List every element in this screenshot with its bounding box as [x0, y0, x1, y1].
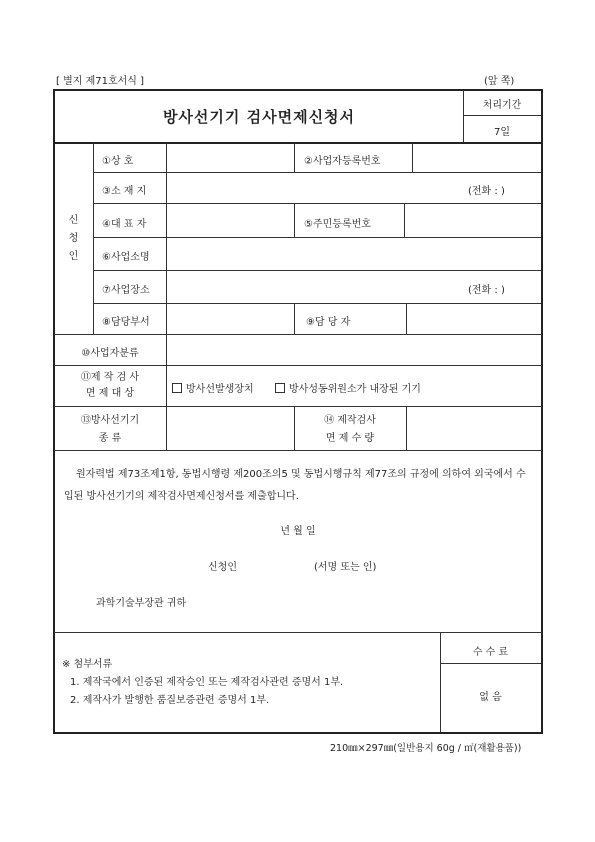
- sign-note: (서명 또는 인): [314, 562, 377, 573]
- exemption-qty-label: ⑭ 제작검사 면 제 수 량: [324, 415, 376, 444]
- checkbox-icon[interactable]: [172, 383, 182, 393]
- representative-label: ④대 표 자: [102, 219, 147, 230]
- exemption-qty-field[interactable]: [408, 408, 540, 449]
- resident-reg-no-label: ⑤주민등록번호: [304, 219, 371, 230]
- business-reg-no-label: ②사업자등록번호: [304, 156, 381, 167]
- address-phone: (전화 : ): [468, 186, 505, 197]
- business-site-name-label: ⑥사업소명: [102, 252, 150, 263]
- attachments-title: ※ 첨부서류: [62, 659, 113, 670]
- table-bottom-border: [53, 732, 543, 734]
- processing-period-label: 처리기간: [482, 100, 522, 111]
- form-number: [ 별지 제71호서식 ]: [56, 76, 145, 87]
- business-reg-no-field[interactable]: [414, 145, 540, 171]
- department-field[interactable]: [168, 305, 294, 333]
- business-class-label: ⑩사업자분류: [81, 348, 139, 359]
- statement-text: 원자력법 제73조제1항, 동법시행령 제200조의5 및 동법시행규칙 제77조의 규정에 의하여 외국에서 수입된 방사선기기의 제작검사면제신청서를 제출합니다.: [64, 469, 526, 502]
- department-label: ⑧담당부서: [102, 317, 150, 328]
- exemption-option-2[interactable]: 방사성동위원소가 내장된 기기: [275, 380, 421, 395]
- trade-name-field[interactable]: [168, 145, 294, 171]
- paper-spec-footer: 210㎜×297㎜(일반용지 60g / ㎡(재활용품)): [330, 743, 522, 754]
- exemption-target-label: ⑪제 작 검 사 면 제 대 상: [80, 372, 140, 399]
- device-type-field[interactable]: [168, 408, 294, 449]
- person-in-charge-label: ⑨담 당 자: [306, 317, 351, 328]
- trade-name-label: ①상 호: [102, 156, 134, 167]
- fee-label: 수 수 료: [472, 647, 509, 658]
- exemption-option-1[interactable]: 방사선발생장치: [172, 380, 254, 395]
- form-title: 방사선기기 검사면제신청서: [162, 108, 356, 126]
- attachment-item-1: 1. 제작국에서 인증된 제작승인 또는 제작검사관련 증명서 1부.: [70, 677, 344, 688]
- fee-value: 없 음: [479, 692, 502, 703]
- person-in-charge-field[interactable]: [408, 305, 540, 333]
- page-side-label: (앞 쪽): [484, 76, 515, 87]
- attachment-item-2: 2. 제작사가 발행한 품질보증관련 증명서 1부.: [70, 695, 270, 706]
- business-class-field[interactable]: [168, 336, 540, 364]
- business-site-name-field[interactable]: [168, 239, 540, 269]
- business-site-phone: (전화 : ): [468, 285, 505, 296]
- device-type-label: ⑬방사선기기 종 류: [80, 415, 140, 444]
- applicant-section-label: 신 청 인: [68, 215, 79, 262]
- processing-period-value: 7일: [493, 127, 511, 138]
- checkbox-icon[interactable]: [275, 383, 285, 393]
- table-right-border: [541, 89, 543, 734]
- table-top-border: [53, 89, 543, 91]
- business-site-label: ⑦사업장소: [102, 285, 150, 296]
- applicant-sign-label: 신청인: [208, 562, 237, 573]
- date-line: 년 월 일: [280, 526, 316, 537]
- representative-field[interactable]: [168, 205, 294, 236]
- address-label: ③소 재 지: [102, 186, 147, 197]
- addressee: 과학기술부장관 귀하: [96, 598, 187, 609]
- resident-reg-no-field[interactable]: [406, 205, 540, 236]
